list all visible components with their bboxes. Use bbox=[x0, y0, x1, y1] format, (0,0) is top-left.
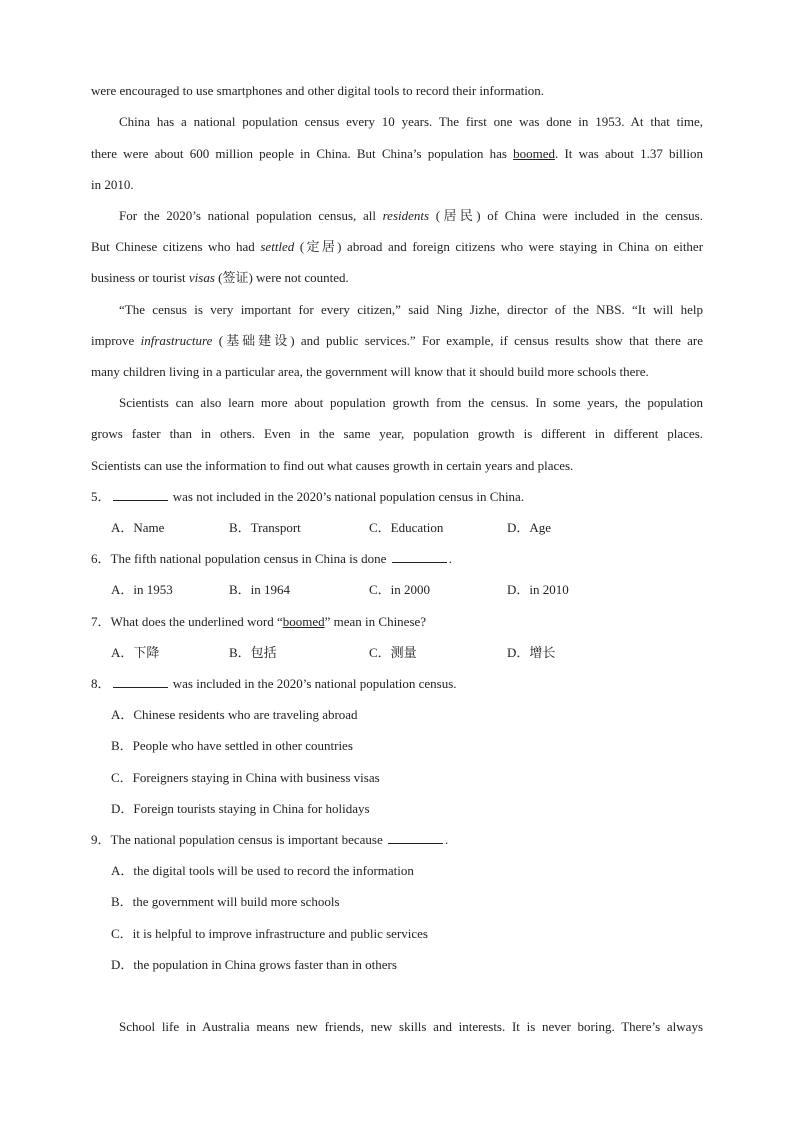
q8-option-d[interactable]: D．Foreign tourists staying in China for holidays bbox=[111, 801, 370, 816]
q5-option-c[interactable]: C．Education bbox=[369, 520, 444, 535]
passage-line: were encouraged to use smartphones and other digital tools to record their information. bbox=[91, 83, 545, 98]
q5-option-b[interactable]: B．Transport bbox=[229, 520, 301, 535]
question-5: 5． was not included in the 2020’s national population census in China. bbox=[91, 489, 525, 504]
passage-line: Scientists can also learn more about population growth from the census. In some years, the population bbox=[119, 395, 703, 410]
passage-line: But Chinese citizens who had settled (定居) abroad and foreign citizens who were staying in China on either bbox=[91, 239, 704, 254]
q6-option-d[interactable]: D．in 2010 bbox=[507, 582, 569, 597]
q5-option-a[interactable]: A．Name bbox=[111, 520, 165, 535]
q9-option-c[interactable]: C．it is helpful to improve infrastructure and public services bbox=[111, 926, 428, 941]
q7-option-b[interactable]: B．包括 bbox=[229, 645, 277, 660]
q9-option-a[interactable]: A．the digital tools will be used to record the information bbox=[111, 863, 414, 878]
passage-line: in 2010. bbox=[91, 177, 134, 192]
q7-option-c[interactable]: C．测量 bbox=[369, 645, 417, 660]
q9-option-d[interactable]: D．the population in China grows faster than in others bbox=[111, 957, 397, 972]
answer-blank bbox=[388, 832, 443, 844]
passage-line: China has a national population census every 10 years. The first one was done in 1953. At that time, bbox=[119, 114, 703, 129]
q8-option-c[interactable]: C．Foreigners staying in China with business visas bbox=[111, 770, 380, 785]
question-8: 8． was included in the 2020’s national population census. bbox=[91, 676, 457, 691]
passage-line: many children living in a particular area, the government will know that it should build more schools there. bbox=[91, 364, 649, 379]
q9-option-b[interactable]: B．the government will build more schools bbox=[111, 894, 340, 909]
q6-option-a[interactable]: A．in 1953 bbox=[111, 582, 173, 597]
q8-option-a[interactable]: A．Chinese residents who are traveling abroad bbox=[111, 707, 358, 722]
passage-line: business or tourist visas (签证) were not counted. bbox=[91, 270, 349, 285]
question-7: 7．What does the underlined word “boomed” mean in Chinese? bbox=[91, 614, 427, 629]
passage-line: For the 2020’s national population census, all residents (居民) of China were included in the census. bbox=[119, 208, 703, 223]
q7-option-d[interactable]: D．增长 bbox=[507, 645, 556, 660]
passage-line: there were about 600 million people in China. But China’s population has boomed. It was about 1.37 billion bbox=[91, 146, 703, 161]
passage-line: “The census is very important for every citizen,” said Ning Jizhe, director of the NBS. “It will help bbox=[119, 302, 703, 317]
q8-option-b[interactable]: B．People who have settled in other countries bbox=[111, 738, 353, 753]
passage-line: Scientists can use the information to find out what causes growth in certain years and places. bbox=[91, 458, 574, 473]
underlined-word-boomed: boomed bbox=[513, 146, 555, 161]
question-6: 6．The fifth national population census in China is done . bbox=[91, 551, 452, 566]
passage-line: grows faster than in others. Even in the same year, population growth is different in different places. bbox=[91, 426, 703, 441]
q6-option-c[interactable]: C．in 2000 bbox=[369, 582, 431, 597]
q6-option-b[interactable]: B．in 1964 bbox=[229, 582, 291, 597]
answer-blank bbox=[392, 551, 447, 563]
next-passage-line: School life in Australia means new friends, new skills and interests. It is never boring. There’s always bbox=[119, 1019, 703, 1034]
q7-option-a[interactable]: A．下降 bbox=[111, 645, 160, 660]
q5-option-d[interactable]: D．Age bbox=[507, 520, 552, 535]
question-9: 9．The national population census is important because . bbox=[91, 832, 449, 847]
answer-blank bbox=[113, 676, 168, 688]
passage-line: improve infrastructure (基础建设) and public services.” For example, if census results show that there are bbox=[91, 333, 704, 348]
answer-blank bbox=[113, 489, 168, 501]
